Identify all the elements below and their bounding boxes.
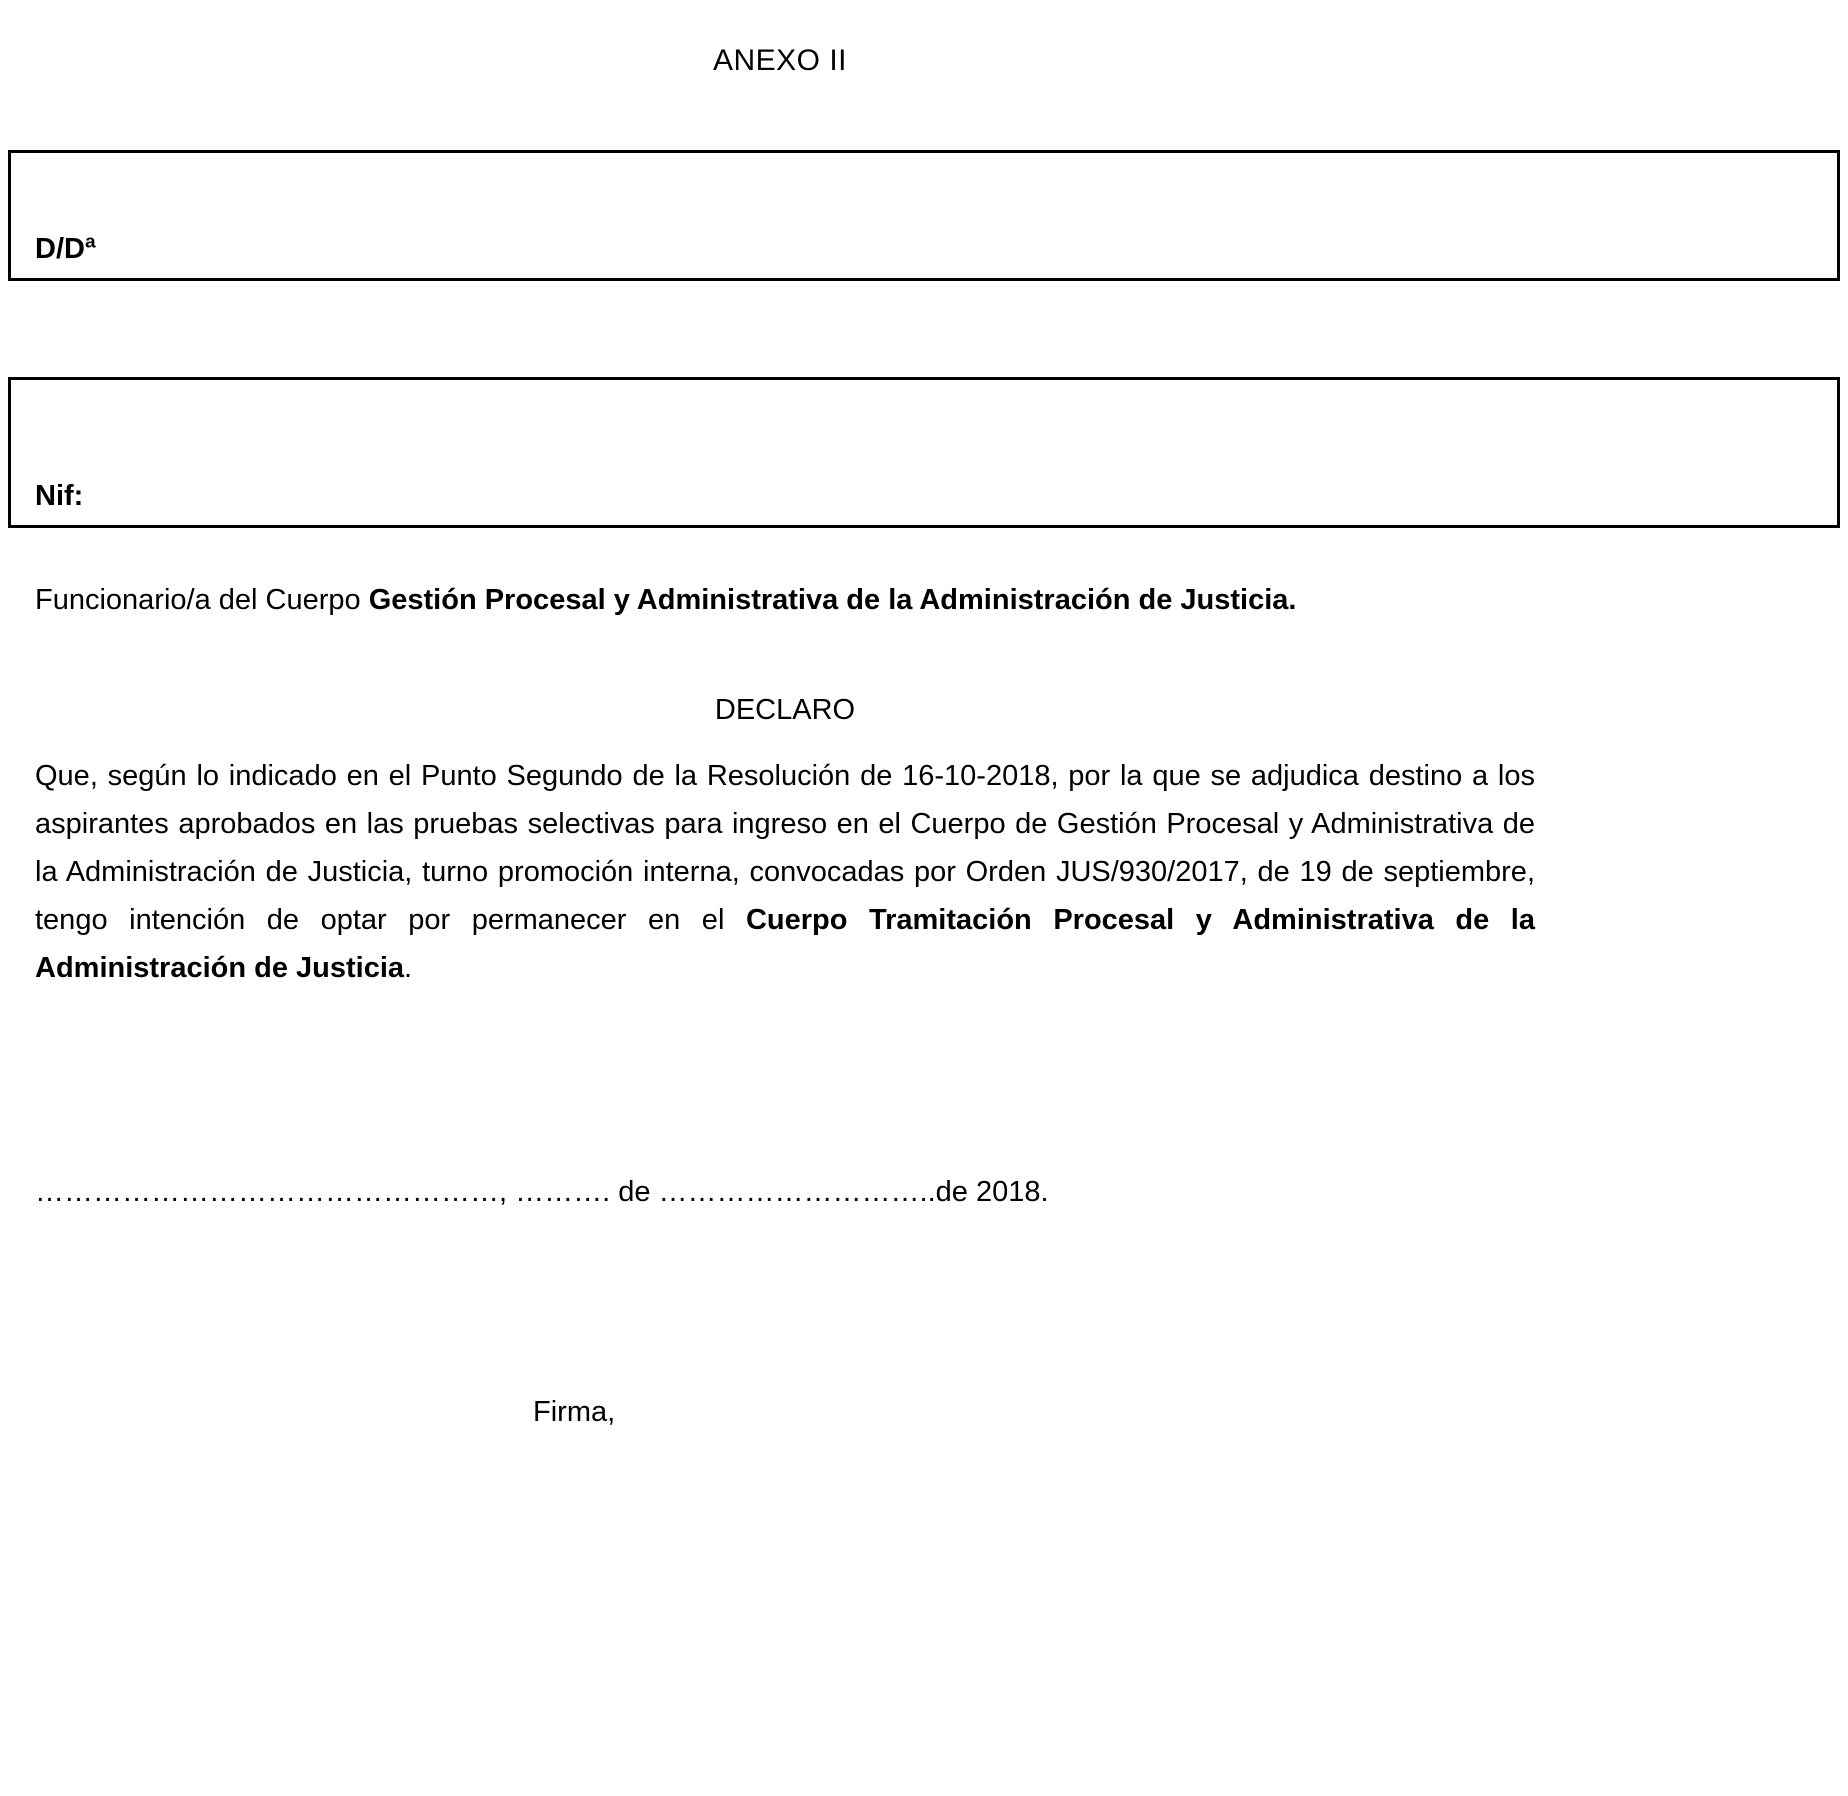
declaration-regular: Que, según lo indicado en el Punto Segundo de la Resolución de 16-10-2018, por la que se adjudica destino a los aspirantes aprobados en las pruebas selectivas para ingreso en el Cuerpo de Gestión Procesal y Administrativa de la Administración de Justicia, turno promoción interna, convocadas por Orden JUS/930/2017, de 19 de septiembre, tengo intención de optar por permanecer en el — [35, 760, 1535, 936]
funcionario-line — [35, 576, 1535, 624]
declaration-bold: Cuerpo Tramitación Procesal y Administrativa de la Administración de Justicia — [35, 904, 1535, 984]
nif-field-label: Nif: — [35, 480, 84, 512]
funcionario-line-regular: Funcionario/a del Cuerpo — [35, 584, 369, 616]
date-line[interactable]: …………………………………………, ………. de ………………………..de 2018. — [35, 1176, 1049, 1208]
funcionario-line-bold: Gestión Procesal y Administrativa de la Administración de Justicia. — [368, 584, 1297, 616]
declaro-heading: DECLARO — [714, 694, 856, 726]
nif-field-box[interactable] — [8, 377, 1840, 528]
declaration-suffix: . — [404, 952, 413, 984]
declaration-paragraph — [35, 752, 1535, 992]
name-field-box[interactable] — [8, 150, 1840, 281]
signature-label: Firma, — [533, 1396, 616, 1428]
page-title: ANEXO II — [712, 44, 848, 77]
name-field-label: D/Dª — [35, 233, 96, 265]
